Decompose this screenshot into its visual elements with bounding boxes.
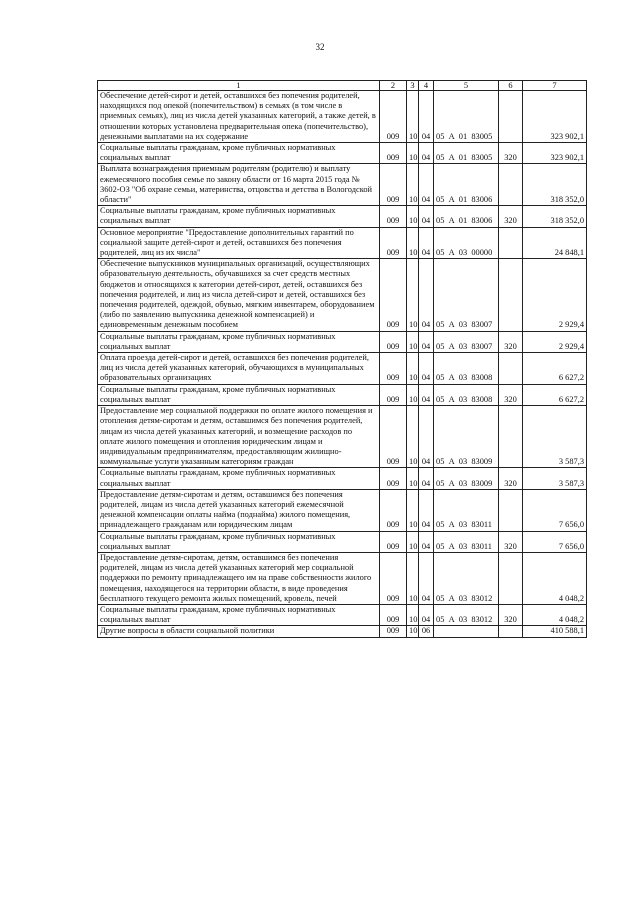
header-cell: 4 [419,81,434,91]
page-number: 32 [315,42,325,52]
row-name-cell: Социальные выплаты гражданам, кроме публичных нормативных социальных выплат [98,531,380,552]
subsection-code-cell: 04 [419,406,434,468]
subsection-code-cell: 04 [419,468,434,489]
header-cell: 5 [434,81,499,91]
subsection-code-cell: 04 [419,227,434,259]
table-row [98,604,587,625]
subsection-code-cell: 06 [419,626,434,637]
budget-table [97,80,587,638]
header-cell: 7 [523,81,587,91]
amount-cell: 6 627,2 [523,384,587,405]
amount-cell: 323 902,1 [523,91,587,143]
ministry-code-cell: 009 [380,604,407,625]
amount-cell: 410 588,1 [523,626,587,637]
section-code-cell: 10 [407,164,419,206]
amount-cell: 323 902,1 [523,143,587,164]
row-name-cell: Оплата проезда детей-сирот и детей, оставшихся без попечения родителей, лиц из числа детей указанных категорий, обучающихся в муниципальных образовательных организациях [98,353,380,385]
table-row [98,206,587,227]
target-article-cell: 05 А 03 83008 [434,384,499,405]
expense-type-cell: 320 [499,143,523,164]
section-code-cell: 10 [407,206,419,227]
subsection-code-cell: 04 [419,331,434,352]
ministry-code-cell: 009 [380,468,407,489]
table-row [98,164,587,206]
row-name-cell: Социальные выплаты гражданам, кроме публичных нормативных социальных выплат [98,143,380,164]
row-name-cell: Социальные выплаты гражданам, кроме публичных нормативных социальных выплат [98,331,380,352]
ministry-code-cell: 009 [380,164,407,206]
ministry-code-cell: 009 [380,227,407,259]
ministry-code-cell: 009 [380,91,407,143]
amount-cell: 3 587,3 [523,406,587,468]
amount-cell: 3 587,3 [523,468,587,489]
expense-type-cell: 320 [499,206,523,227]
row-name-cell: Предоставление мер социальной поддержки по оплате жилого помещения и отопления детям-сиротам и детям, оставшимся без попечения родителей, лицам из числа детей указанных категорий, и возмещение расходов по оплате жилого помещения и отопления юридическим лицам и индивидуальным предпринимателям, предоставляющим жилищно-коммунальные услуги указанным категориям граждан [98,406,380,468]
subsection-code-cell: 04 [419,384,434,405]
row-name-cell: Основное мероприятие "Предоставление дополнительных гарантий по социальной защите детей-сирот и детей, оставшихся без попечения родителей, лиц из их числа" [98,227,380,259]
section-code-cell: 10 [407,626,419,637]
row-name-cell: Обеспечение детей-сирот и детей, оставшихся без попечения родителей, находящихся под опекой (попечительством) в семьях (в том числе в приемных семьях), лиц из числа детей указанных категорий, а также детей, в отношении которых установлена предварительная опека (попечительство), денежными выплатами на их содержание [98,91,380,143]
section-code-cell: 10 [407,531,419,552]
ministry-code-cell: 009 [380,143,407,164]
expense-type-cell [499,164,523,206]
target-article-cell: 05 А 03 83011 [434,489,499,531]
target-article-cell: 05 А 03 83007 [434,331,499,352]
section-code-cell: 10 [407,552,419,604]
ministry-code-cell: 009 [380,552,407,604]
expense-type-cell [499,259,523,331]
subsection-code-cell: 04 [419,206,434,227]
ministry-code-cell: 009 [380,384,407,405]
subsection-code-cell: 04 [419,91,434,143]
row-name-cell: Социальные выплаты гражданам, кроме публичных нормативных социальных выплат [98,604,380,625]
subsection-code-cell: 04 [419,552,434,604]
section-code-cell: 10 [407,489,419,531]
amount-cell: 2 929,4 [523,259,587,331]
row-name-cell: Социальные выплаты гражданам, кроме публичных нормативных социальных выплат [98,206,380,227]
section-code-cell: 10 [407,227,419,259]
row-name-cell: Предоставление детям-сиротам и детям, оставшимся без попечения родителей, лицам из числа детей указанных категорий ежемесячной денежной компенсации оплаты найма (поднайма) жилого помещения, принадлежащего гражданам или юридическим лицам [98,489,380,531]
section-code-cell: 10 [407,406,419,468]
subsection-code-cell: 04 [419,489,434,531]
amount-cell: 2 929,4 [523,331,587,352]
row-name-cell: Выплата вознаграждения приемным родителям (родителю) и выплату ежемесячного пособия семье по закону области от 16 марта 2015 года № 3602-ОЗ "Об охране семьи, материнства, отцовства и детства в Вологодской области" [98,164,380,206]
target-article-cell: 05 А 01 83006 [434,164,499,206]
table-row [98,143,587,164]
ministry-code-cell: 009 [380,353,407,385]
amount-cell: 4 048,2 [523,552,587,604]
expense-type-cell [499,406,523,468]
ministry-code-cell: 009 [380,489,407,531]
expense-type-cell [499,552,523,604]
target-article-cell: 05 А 03 83009 [434,406,499,468]
amount-cell: 7 656,0 [523,531,587,552]
header-cell: 3 [407,81,419,91]
header-cell: 1 [98,81,380,91]
section-code-cell: 10 [407,604,419,625]
section-code-cell: 10 [407,468,419,489]
target-article-cell [434,626,499,637]
ministry-code-cell: 009 [380,331,407,352]
expense-type-cell: 320 [499,331,523,352]
subsection-code-cell: 04 [419,259,434,331]
header-cell: 6 [499,81,523,91]
section-code-cell: 10 [407,331,419,352]
table-row [98,531,587,552]
target-article-cell: 05 А 01 83005 [434,91,499,143]
expense-type-cell: 320 [499,468,523,489]
row-name-cell: Социальные выплаты гражданам, кроме публичных нормативных социальных выплат [98,468,380,489]
table-row [98,227,587,259]
table-row [98,406,587,468]
header-cell: 2 [380,81,407,91]
ministry-code-cell: 009 [380,206,407,227]
target-article-cell: 05 А 03 83012 [434,552,499,604]
table-row [98,468,587,489]
target-article-cell: 05 А 03 83008 [434,353,499,385]
expense-type-cell: 320 [499,384,523,405]
amount-cell: 4 048,2 [523,604,587,625]
subsection-code-cell: 04 [419,143,434,164]
subsection-code-cell: 04 [419,604,434,625]
expense-type-cell: 320 [499,531,523,552]
ministry-code-cell: 009 [380,259,407,331]
subsection-code-cell: 04 [419,531,434,552]
target-article-cell: 05 А 01 83005 [434,143,499,164]
amount-cell: 6 627,2 [523,353,587,385]
section-code-cell: 10 [407,384,419,405]
section-code-cell: 10 [407,91,419,143]
amount-cell: 318 352,0 [523,164,587,206]
table-row [98,259,587,331]
table-row [98,384,587,405]
table-row [98,552,587,604]
section-code-cell: 10 [407,143,419,164]
table-row [98,626,587,637]
amount-cell: 24 848,1 [523,227,587,259]
target-article-cell: 05 А 03 00000 [434,227,499,259]
ministry-code-cell: 009 [380,531,407,552]
row-name-cell: Социальные выплаты гражданам, кроме публичных нормативных социальных выплат [98,384,380,405]
table-row [98,91,587,143]
target-article-cell: 05 А 03 83009 [434,468,499,489]
target-article-cell: 05 А 03 83007 [434,259,499,331]
expense-type-cell [499,91,523,143]
row-name-cell: Другие вопросы в области социальной политики [98,626,380,637]
ministry-code-cell: 009 [380,406,407,468]
section-code-cell: 10 [407,353,419,385]
amount-cell: 318 352,0 [523,206,587,227]
header-row [98,81,587,91]
expense-type-cell [499,626,523,637]
target-article-cell: 05 А 03 83012 [434,604,499,625]
target-article-cell: 05 А 01 83006 [434,206,499,227]
subsection-code-cell: 04 [419,164,434,206]
subsection-code-cell: 04 [419,353,434,385]
table-row [98,489,587,531]
ministry-code-cell: 009 [380,626,407,637]
expense-type-cell [499,353,523,385]
section-code-cell: 10 [407,259,419,331]
target-article-cell: 05 А 03 83011 [434,531,499,552]
expense-type-cell [499,489,523,531]
expense-type-cell [499,227,523,259]
table-row [98,331,587,352]
row-name-cell: Предоставление детям-сиротам, детям, оставшимся без попечения родителей, лицам из числа детей указанных категорий мер социальной поддержки по ремонту принадлежащего им на праве собственности жилого помещения, находящегося на территории области, в виде проведения бесплатного текущего ремонта жилых помещений, кровель, печей [98,552,380,604]
expense-type-cell: 320 [499,604,523,625]
row-name-cell: Обеспечение выпускников муниципальных организаций, осуществляющих образовательную деятельность, обучавшихся за счет средств местных бюджетов и относящихся к категории детей-сирот, детей, оставшихся без попечения родителей, и лиц из числа детей-сирот и детей, оставшихся без попечения родителей, одеждой, обувью, мягким инвентарем, оборудованием (либо по заявлению выпускника денежной компенсацией) и единовременным денежным пособием [98,259,380,331]
amount-cell: 7 656,0 [523,489,587,531]
table-row [98,353,587,385]
